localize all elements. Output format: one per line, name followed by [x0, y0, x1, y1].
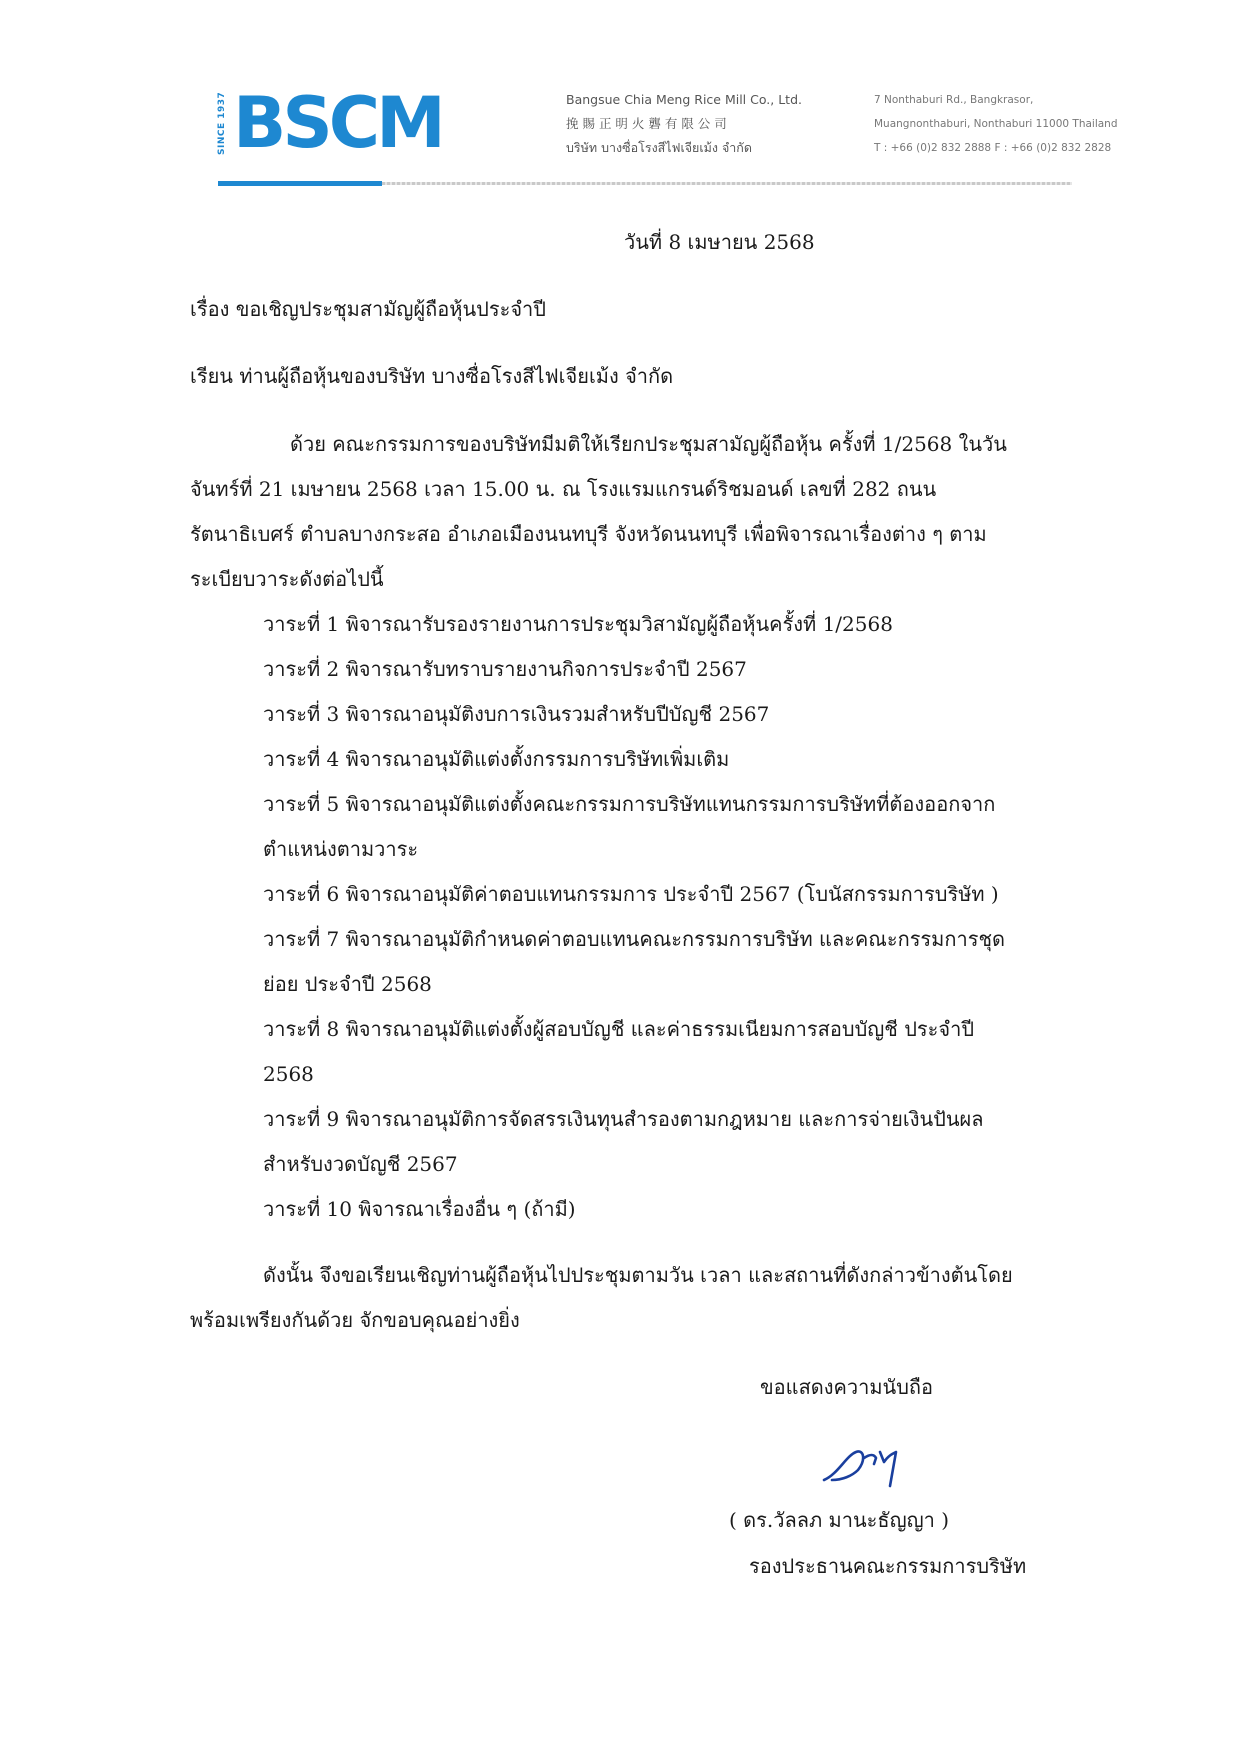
- company-address: [874, 88, 1118, 160]
- agenda-item: [263, 872, 1043, 917]
- agenda-item-line: วาระที่ 10 พิจารณาเรื่องอื่น ๆ (ถ้ามี): [263, 1197, 576, 1221]
- company-name-en: Bangsue Chia Meng Rice Mill Co., Ltd.: [566, 92, 802, 107]
- signature: [818, 1436, 908, 1496]
- agenda-item-continuation: 2568: [263, 1062, 314, 1086]
- agenda-item-line: วาระที่ 4 พิจารณาอนุมัติแต่งตั้งกรรมการบริษัทเพิ่มเติม: [263, 747, 730, 771]
- address-line-1: 7 Nonthaburi Rd., Bangkrasor,: [874, 94, 1034, 106]
- intro-text: ด้วย คณะกรรมการของบริษัทมีมติให้เรียกประชุมสามัญผู้ถือหุ้น ครั้งที่ 1/2568 ในวันจันทร์ที่ 21 เมษายน 2568 เวลา 15.00 น. ณ โรงแรมแกรนด์ริชมอนด์ เลขที่ 282 ถนน รัตนาธิเบศร์ ตำบลบางกระสอ อำเภอเมืองนนทบุรี จังหวัดนนทบุรี เพื่อพิจารณาเรื่องต่าง ๆ ตาม ระเบียบวาระดังต่อไปนี้: [190, 432, 1007, 591]
- agenda-item-line: วาระที่ 7 พิจารณาอนุมัติกำหนดค่าตอบแทนคณะกรรมการบริษัท และคณะกรรมการชุด: [263, 927, 1006, 951]
- agenda-list: [263, 602, 1043, 1232]
- closing-salutation: ขอแสดงความนับถือ: [760, 1375, 934, 1399]
- intro-paragraph: [190, 422, 1035, 602]
- logo-wordmark: BSCM: [233, 82, 442, 164]
- company-name-cn: 挽 賜 正 明 火 礱 有 限 公 司: [566, 116, 727, 131]
- agenda-item-line: วาระที่ 9 พิจารณาอนุมัติการจัดสรรเงินทุนสำรองตามกฎหมาย และการจ่ายเงินปันผล: [263, 1107, 984, 1131]
- agenda-item: [263, 917, 1043, 1007]
- agenda-item-line: วาระที่ 3 พิจารณาอนุมัติงบการเงินรวมสำหรับปีบัญชี 2567: [263, 702, 770, 726]
- letterhead-rule-gray: [382, 182, 1072, 185]
- agenda-item-line: วาระที่ 6 พิจารณาอนุมัติค่าตอบแทนกรรมการ ประจำปี 2567 (โบนัสกรรมการบริษัท ): [263, 882, 999, 906]
- agenda-item-line: วาระที่ 8 พิจารณาอนุมัติแต่งตั้งผู้สอบบัญชี และค่าธรรมเนียมการสอบบัญชี ประจำปี: [263, 1017, 975, 1041]
- letter-recipient: เรียน ท่านผู้ถือหุ้นของบริษัท บางซื่อโรงสีไฟเจียเม้ง จำกัด: [190, 364, 674, 388]
- company-names: [566, 88, 802, 160]
- agenda-item: [263, 692, 1043, 737]
- letter-date: วันที่ 8 เมษายน 2568: [624, 230, 815, 254]
- agenda-item: [263, 602, 1043, 647]
- agenda-item-line: วาระที่ 2 พิจารณารับทราบรายงานกิจการประจำปี 2567: [263, 657, 747, 681]
- conclusion-text: ดังนั้น จึงขอเรียนเชิญท่านผู้ถือหุ้นไปประชุมตามวัน เวลา และสถานที่ดังกล่าวข้างต้นโดย พร้อมเพรียงกันด้วย จักขอบคุณอย่างยิ่ง: [190, 1263, 1013, 1332]
- company-name-th: บริษัท บางซื่อโรงสีไฟเจียเม้ง จำกัด: [566, 140, 752, 155]
- address-line-2: Muangnonthaburi, Nonthaburi 11000 Thailand: [874, 118, 1118, 130]
- agenda-item-continuation: ตำแหน่งตามวาระ: [263, 837, 419, 861]
- logo-since-label: SINCE 1937: [217, 91, 227, 155]
- agenda-item: [263, 647, 1043, 692]
- agenda-item: [263, 1097, 1043, 1187]
- signer-title: รองประธานคณะกรรมการบริษัท: [749, 1554, 1027, 1578]
- agenda-item: [263, 737, 1043, 782]
- agenda-item-continuation: สำหรับงวดบัญชี 2567: [263, 1152, 458, 1176]
- letterhead: [0, 0, 1242, 200]
- agenda-item: [263, 1187, 1043, 1232]
- letterhead-rule-blue: [218, 181, 382, 186]
- agenda-item-line: วาระที่ 5 พิจารณาอนุมัติแต่งตั้งคณะกรรมการบริษัทแทนกรรมการบริษัทที่ต้องออกจาก: [263, 792, 996, 816]
- conclusion-paragraph: [190, 1253, 1035, 1343]
- agenda-item-line: วาระที่ 1 พิจารณารับรองรายงานการประชุมวิสามัญผู้ถือหุ้นครั้งที่ 1/2568: [263, 612, 893, 636]
- letter-subject: เรื่อง ขอเชิญประชุมสามัญผู้ถือหุ้นประจำปี: [190, 297, 546, 321]
- signer-name: ( ดร.วัลลภ มานะธัญญา ): [729, 1508, 950, 1532]
- agenda-item: [263, 782, 1043, 872]
- agenda-item: [263, 1007, 1043, 1097]
- agenda-item-continuation: ย่อย ประจำปี 2568: [263, 972, 432, 996]
- phone-fax: T : +66 (0)2 832 2888 F : +66 (0)2 832 2828: [874, 142, 1112, 154]
